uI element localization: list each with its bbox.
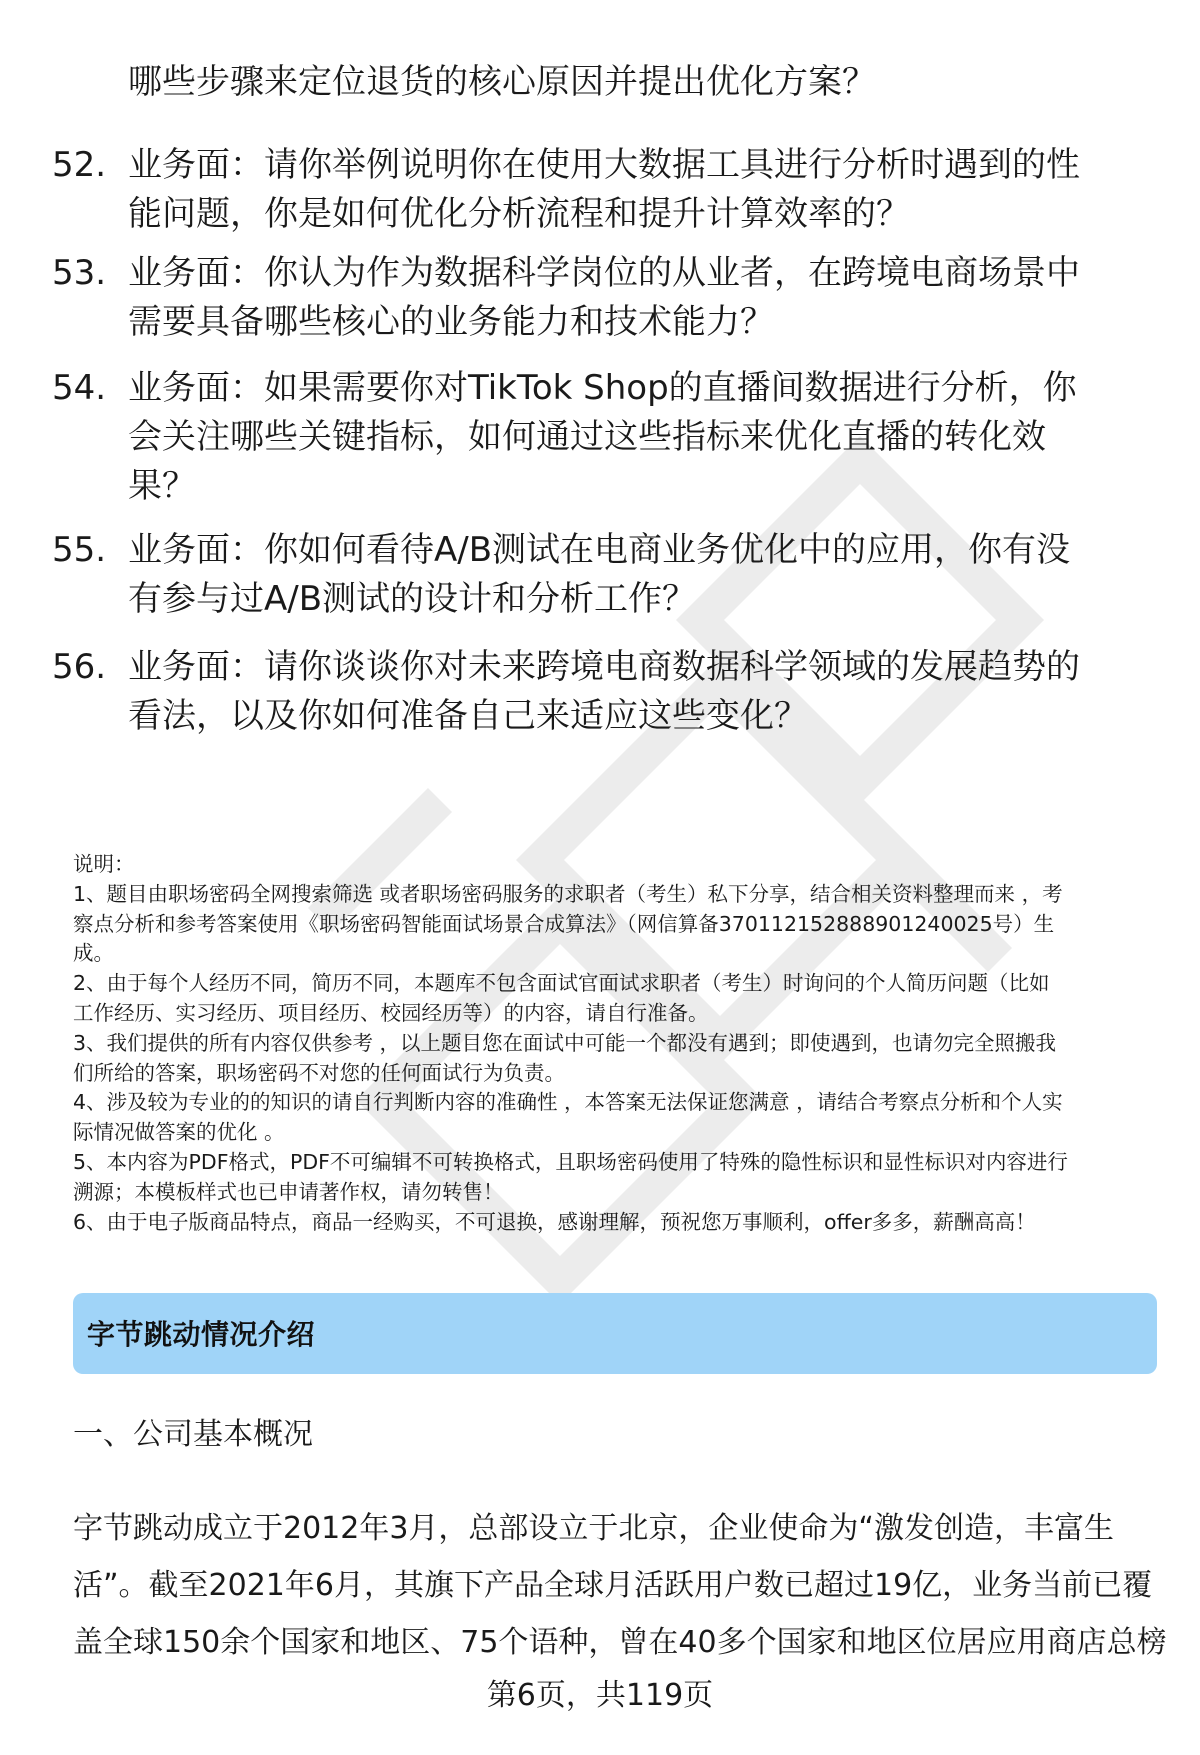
question-text-line: 能问题，你是如何优化分析流程和提升计算效率的？ [128,194,910,234]
paragraph-line: 字节跳动成立于2012年3月，总部设立于北京，企业使命为“激发创造，丰富生 [73,1511,1114,1546]
question-text-line: 业务面：你认为作为数据科学岗位的从业者，在跨境电商场景中 [128,253,1080,293]
question-text-line: 果？ [128,466,196,506]
note-line: 4、涉及较为专业的的知识的请自行判断内容的准确性 ，本答案无法保证您满意 ，请结合考察点分析和个人实 [73,1090,1063,1115]
question-text-line: 有参与过A/B测试的设计和分析工作？ [128,579,697,619]
question-text-line: 会关注哪些关键指标，如何通过这些指标来优化直播的转化效 [128,417,1046,457]
company-overview-paragraph [73,1500,1167,1671]
note-line: 2、由于每个人经历不同，简历不同，本题库不包含面试官面试求职者（考生）时询问的个人简历问题（比如 [73,971,1050,996]
section-title: 字节跳动情况介绍 [87,1318,316,1351]
question-51-continuation: 哪些步骤来定位退货的核心原因并提出优化方案？ [128,62,876,102]
question-text-line: 看法，以及你如何准备自己来适应这些变化？ [128,696,808,736]
question-number: 52. [52,145,107,185]
question-text-line: 业务面：请你举例说明你在使用大数据工具进行分析时遇到的性 [128,145,1080,185]
question-55 [52,526,1152,624]
note-line: 1、题目由职场密码全网搜索筛选 或者职场密码服务的求职者（考生）私下分享，结合相关资料整理而来 ，考 [73,881,1063,906]
question-text-line: 业务面：如果需要你对TikTok Shop的直播间数据进行分析，你 [128,368,1077,408]
note-line: 工作经历、实习经历、项目经历、校园经历等）的内容，请自行准备。 [73,1000,709,1025]
question-52 [52,141,1152,239]
paragraph-line: 盖全球150余个国家和地区、75个语种，曾在40多个国家和地区位居应用商店总榜 [73,1625,1167,1660]
question-54 [52,364,1152,511]
question-text-line: 业务面：请你谈谈你对未来跨境电商数据科学领域的发展趋势的 [128,647,1080,687]
question-number: 53. [52,253,107,293]
notes-title: 说明： [73,852,135,876]
question-56 [52,643,1152,741]
page-number-footer: 第6页，共119页 [486,1678,714,1713]
note-line: 察点分析和参考答案使用《职场密码智能面试场景合成算法》（网信算备370112152888901240025号）生 [73,911,1055,936]
question-number: 54. [52,368,107,408]
paragraph-line: 活”。截至2021年6月，其旗下产品全球月活跃用户数已超过19亿，业务当前已覆 [73,1568,1153,1603]
section-header-band [73,1293,1157,1374]
notes-block [73,850,1153,1237]
note-line: 成。 [73,941,114,966]
note-line: 际情况做答案的优化 。 [73,1120,285,1145]
subheading-company-overview: 一、公司基本概况 [73,1417,313,1452]
question-53 [52,249,1152,347]
question-text-line: 需要具备哪些核心的业务能力和技术能力？ [128,302,774,342]
note-line: 5、本内容为PDF格式，PDF不可编辑不可转换格式，且职场密码使用了特殊的隐性标识和显性标识对内容进行 [73,1149,1068,1174]
question-text-line: 业务面：你如何看待A/B测试在电商业务优化中的应用，你有没 [128,530,1071,570]
question-number: 56. [52,647,107,687]
note-line: 6、由于电子版商品特点，商品一经购买，不可退换，感谢理解，预祝您万事顺利，offer多多，薪酬高高！ [73,1209,1036,1234]
note-line: 们所给的答案，职场密码不对您的任何面试行为负责。 [73,1060,565,1085]
note-line: 溯源；本模板样式也已申请著作权，请勿转售！ [73,1179,504,1204]
question-number: 55. [52,530,107,570]
note-line: 3、我们提供的所有内容仅供参考 ，以上题目您在面试中可能一个都没有遇到；即使遇到，也请勿完全照搬我 [73,1030,1057,1055]
